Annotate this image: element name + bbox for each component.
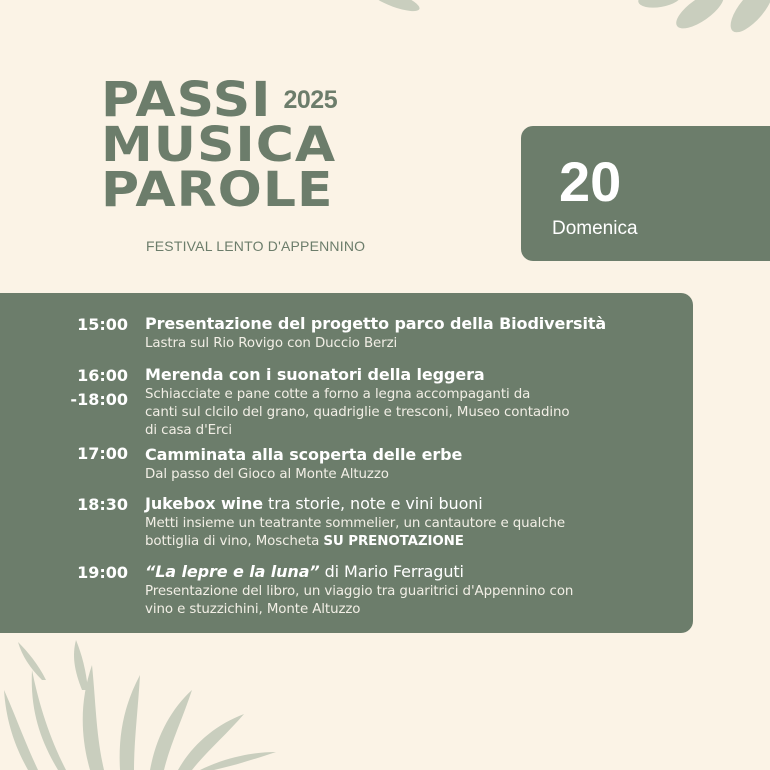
event-description: Lastra sul Rio Rovigo con Duccio Berzi [145,336,398,351]
event-description-line [145,533,685,551]
event-time: 19:00 [77,563,128,582]
date-weekday: Domenica [552,218,638,239]
event-title: Merenda con i suonatori della leggera [145,365,485,384]
festival-title [101,72,441,218]
event-title-rest: tra storie, note e vini buoni [263,494,483,513]
date-day: 20 [559,150,622,213]
event-time: 17:00 [77,444,128,463]
event-time-end: -18:00 [70,390,128,409]
title-line-2: MUSICA [101,117,337,173]
title-line-1: PASSI [101,72,272,128]
event-time: 15:00 [77,315,128,334]
event-title-italic: “La lepre e la luna” [145,562,320,581]
event-description-line: di casa d'Erci [145,423,233,438]
event-title-bold: Jukebox wine [145,494,264,513]
festival-year: 2025 [283,86,338,114]
event-description-line: Metti insieme un teatrante sommelier, un cantautore e qualche [145,516,566,531]
event-description-text: bottiglia di vino, Moscheta [145,534,324,549]
title-line-3: PAROLE [101,162,334,218]
event-time: 16:00 [77,366,128,385]
event-description-line: vino e stuzzichini, Monte Altuzzo [145,602,361,617]
event-title [145,493,685,515]
event-title-rest: di Mario Ferraguti [319,562,464,581]
event-description-line: Schiacciate e pane cotte a forno a legna accompaganti da [145,387,531,402]
event-time: 18:30 [77,495,128,514]
program-panel [0,293,693,633]
event-description-line: Presentazione del libro, un viaggio tra guaritrici d'Appennino con [145,584,574,599]
festival-subtitle: FESTIVAL LENTO D'APPENNINO [146,238,366,254]
booking-required-note: SU PRENOTAZIONE [323,534,464,549]
event-title: Camminata alla scoperta delle erbe [145,445,463,464]
event-description-line: canti sul clcilo del grano, quadriglie e tresconi, Museo contadino [145,405,570,420]
event-title [145,561,685,583]
event-title: Presentazione del progetto parco della Biodiversità [145,314,607,333]
event-description: Dal passo del Gioco al Monte Altuzzo [145,467,389,482]
